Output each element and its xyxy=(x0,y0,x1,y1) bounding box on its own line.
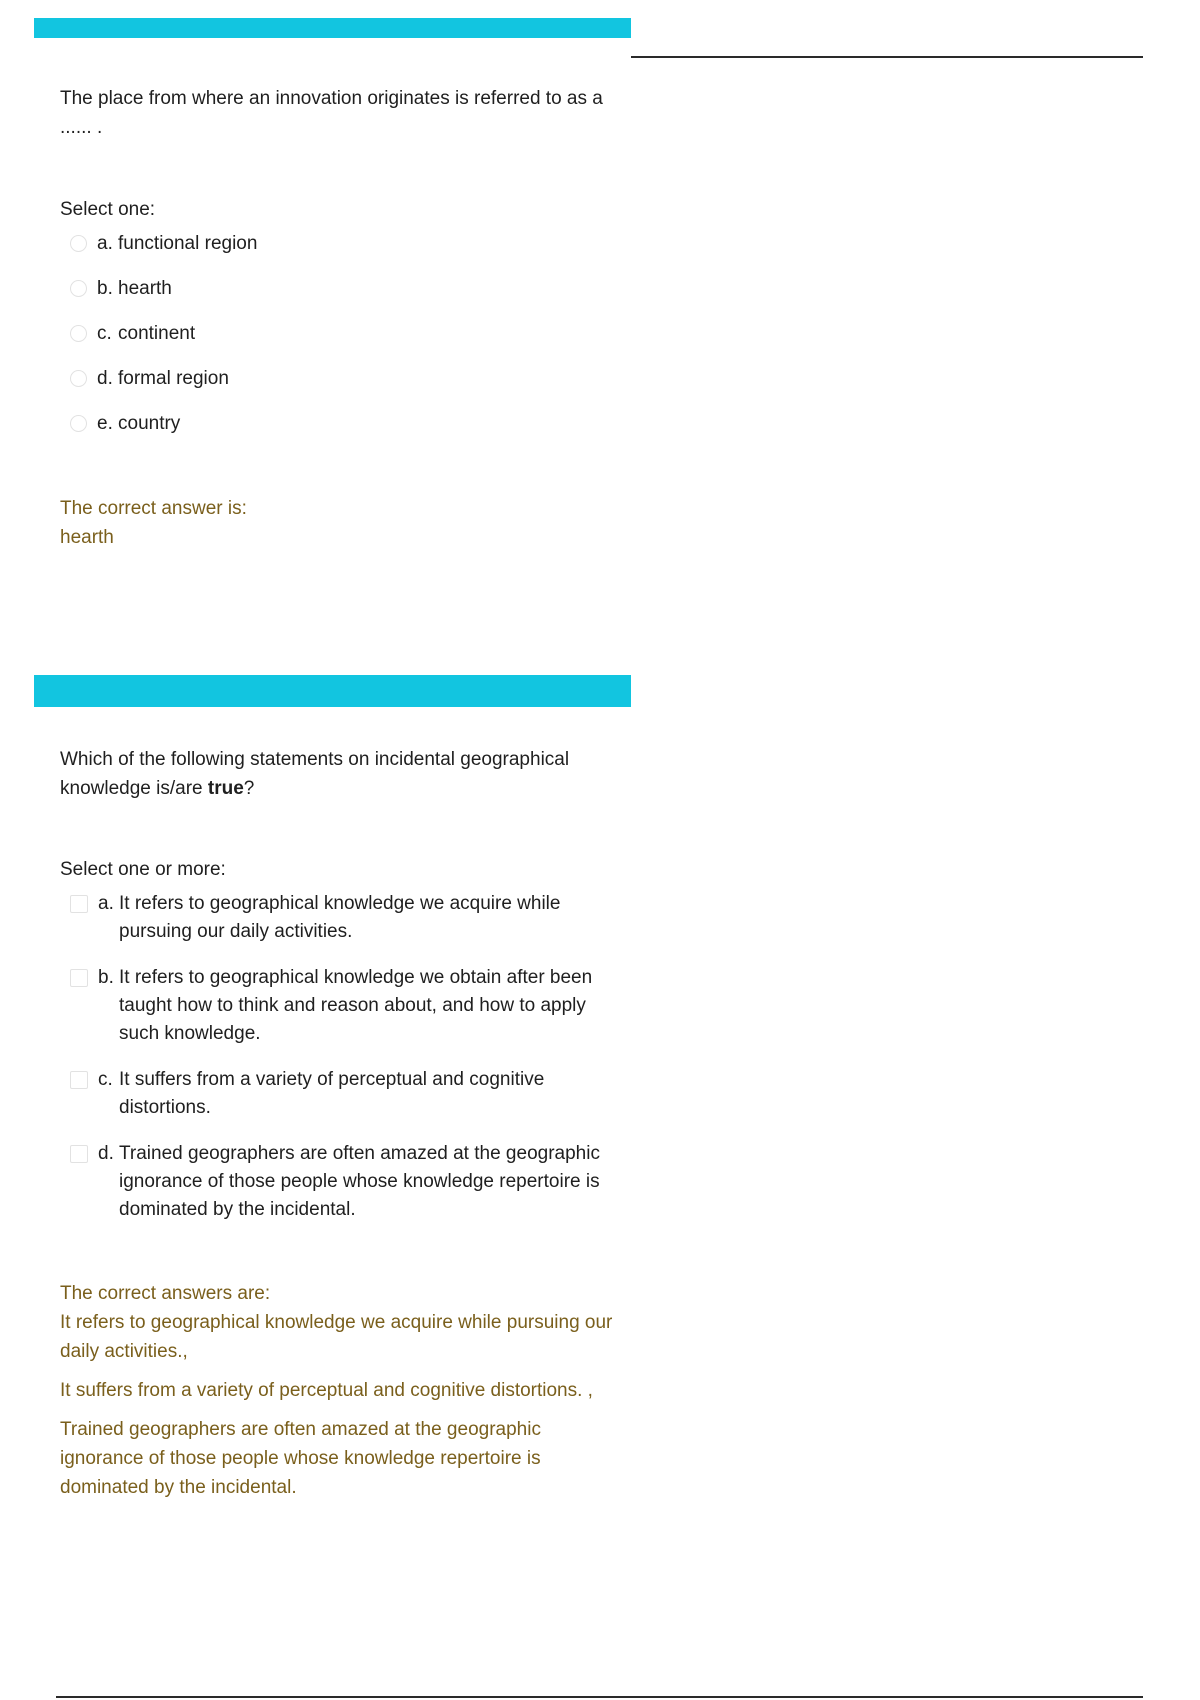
option-label: It suffers from a variety of perceptual and cognitive distortions. xyxy=(119,1069,545,1118)
radio-button[interactable] xyxy=(70,370,87,387)
question-1-feedback xyxy=(60,494,620,552)
radio-button[interactable] xyxy=(70,280,87,297)
feedback-answer: Trained geographers are often amazed at the geographic ignorance of those people whose knowledge repertoire is dominated by the incidental. xyxy=(60,1419,541,1498)
option-label: It refers to geographical knowledge we obtain after been taught how to think and reason about, and how to apply such knowledge. xyxy=(119,967,593,1044)
option-c[interactable] xyxy=(60,320,620,348)
option-b[interactable] xyxy=(60,964,620,1048)
feedback-label: The correct answer is: xyxy=(60,498,247,519)
question-2-header-bar xyxy=(34,675,631,707)
question-1 xyxy=(60,84,620,552)
question-2-feedback xyxy=(60,1279,620,1502)
option-letter: c. xyxy=(98,1069,113,1090)
option-letter: e. xyxy=(97,413,113,434)
option-label: hearth xyxy=(118,278,172,299)
checkbox[interactable] xyxy=(70,895,88,913)
checkbox[interactable] xyxy=(70,969,88,987)
option-label: functional region xyxy=(118,233,258,254)
radio-button[interactable] xyxy=(70,415,87,432)
top-divider xyxy=(631,56,1143,58)
option-letter: d. xyxy=(97,368,113,389)
question-2-prompt: Select one or more: xyxy=(60,859,226,880)
option-d[interactable] xyxy=(60,1140,620,1224)
option-letter: a. xyxy=(97,233,113,254)
option-letter: a. xyxy=(98,893,114,914)
option-label: It refers to geographical knowledge we acquire while pursuing our daily activities. xyxy=(119,893,561,942)
option-b[interactable] xyxy=(60,275,620,303)
feedback-answer: hearth xyxy=(60,527,114,548)
question-2-text-emphasis: true xyxy=(207,778,244,799)
question-2-options xyxy=(60,890,620,1224)
option-d[interactable] xyxy=(60,365,620,393)
option-e[interactable] xyxy=(60,410,620,438)
checkbox[interactable] xyxy=(70,1071,88,1089)
option-a[interactable] xyxy=(60,230,620,258)
option-letter: d. xyxy=(98,1143,114,1164)
option-c[interactable] xyxy=(60,1066,620,1122)
feedback-answer: It refers to geographical knowledge we acquire while pursuing our daily activities., xyxy=(60,1312,613,1362)
feedback-label: The correct answers are: xyxy=(60,1283,271,1304)
option-letter: c. xyxy=(97,323,112,344)
option-label: formal region xyxy=(118,368,229,389)
bottom-divider xyxy=(56,1696,1143,1698)
option-letter: b. xyxy=(98,967,114,988)
question-1-text: The place from where an innovation originates is referred to as a ...... . xyxy=(60,88,603,138)
option-label: Trained geographers are often amazed at the geographic ignorance of those people whose knowledge repertoire is dominated by the incidental. xyxy=(119,1143,600,1220)
radio-button[interactable] xyxy=(70,235,87,252)
option-letter: b. xyxy=(97,278,113,299)
option-label: country xyxy=(118,413,181,434)
option-label: continent xyxy=(118,323,196,344)
feedback-answer: It suffers from a variety of perceptual and cognitive distortions. , xyxy=(60,1380,593,1401)
question-2 xyxy=(60,745,620,1502)
option-a[interactable] xyxy=(60,890,620,946)
radio-button[interactable] xyxy=(70,325,87,342)
question-1-options xyxy=(60,230,620,438)
question-1-header-bar xyxy=(34,18,631,38)
question-2-text-end: ? xyxy=(243,778,255,799)
question-1-prompt: Select one: xyxy=(60,199,156,220)
question-2-text xyxy=(60,745,620,803)
checkbox[interactable] xyxy=(70,1145,88,1163)
question-2-text-main: Which of the following statements on incidental geographical knowledge is/are xyxy=(60,749,570,799)
